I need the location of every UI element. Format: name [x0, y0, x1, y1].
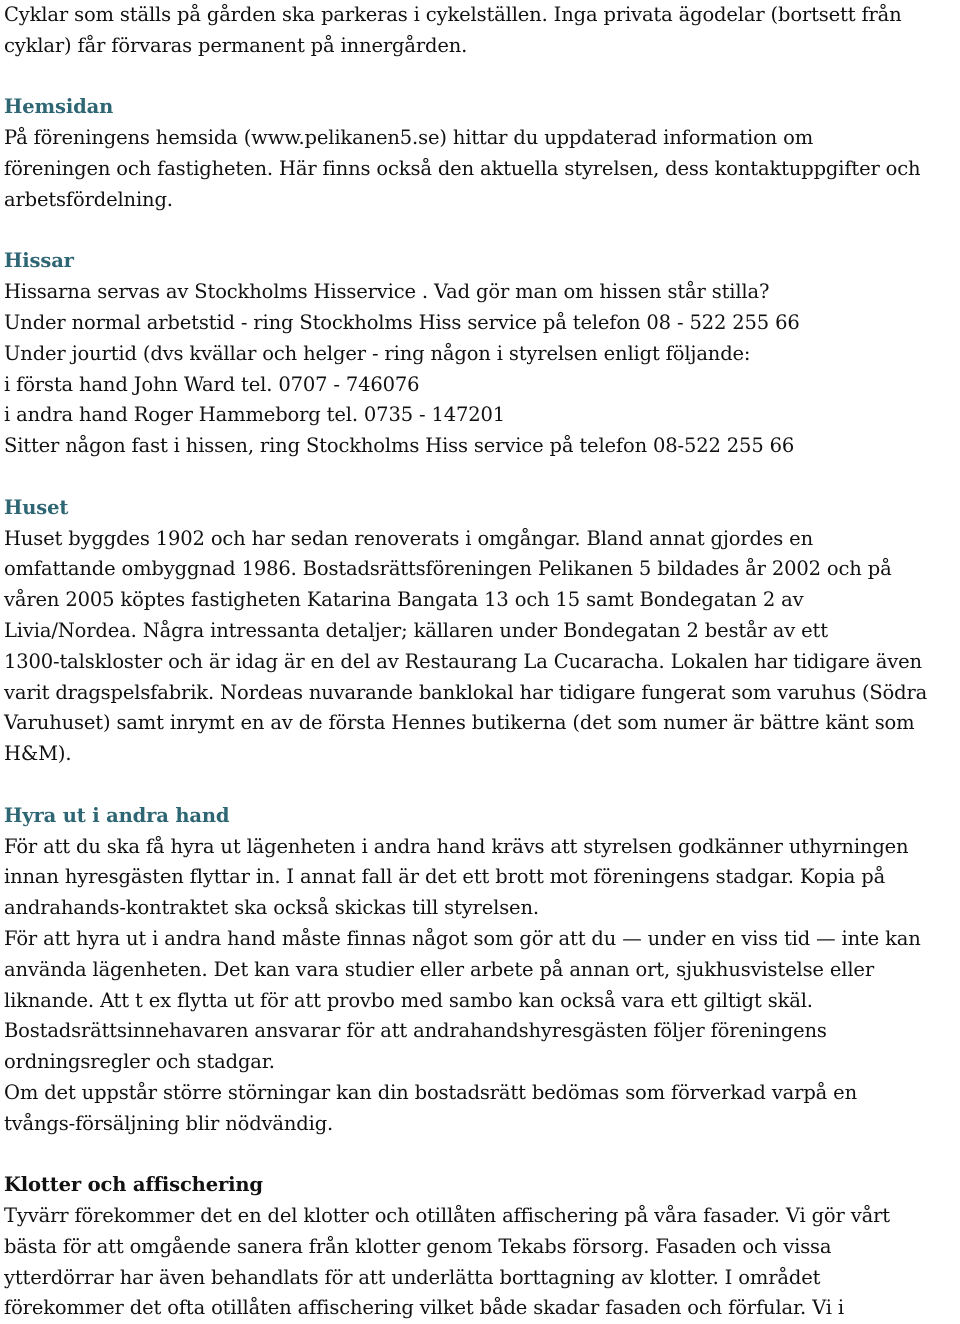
text-line: liknande. Att t ex flytta ut för att provbo med sambo kan också vara ett giltigt skäl.: [4, 988, 813, 1012]
text-line: ordningsregler och stadgar.: [4, 1050, 275, 1074]
section-heading: Huset: [4, 495, 69, 519]
spacer: [4, 216, 956, 247]
text-line: Sitter någon fast i hissen, ring Stockholms Hiss service på telefon 08-522 255 66: [4, 434, 795, 458]
text-line: ytterdörrar har även behandlats för att underlätta borttagning av klotter. I området: [4, 1265, 821, 1289]
intro-paragraph: [4, 0, 956, 62]
text-line: tvångs-försäljning blir nödvändig.: [4, 1111, 334, 1135]
text-line: förekommer det ofta otillåten affischering vilket både skadar fasaden och förfular. Vi i: [4, 1296, 844, 1320]
text-line: arbetsfördelning.: [4, 187, 173, 211]
section-hyra-ut-i-andra-hand: [4, 801, 956, 1140]
text-line: Livia/Nordea. Några intressanta detaljer; källaren under Bondegatan 2 består av ett: [4, 618, 828, 642]
text-line: cyklar) får förvaras permanent på innergården.: [4, 33, 468, 57]
text-line: Huset byggdes 1902 och har sedan renoverats i omgångar. Bland annat gjordes en: [4, 526, 813, 550]
text-line: Hissarna servas av Stockholms Hisservice . Vad gör man om hissen står stilla?: [4, 280, 770, 304]
text-line: använda lägenheten. Det kan vara studier eller arbete på annan ort, sjukhusvistelse eller: [4, 957, 874, 981]
text-line: varit dragspelsfabrik. Nordeas nuvarande banklokal har tidigare fungerat som varuhus (Södra: [4, 680, 928, 704]
text-line: Under jourtid (dvs kvällar och helger - ring någon i styrelsen enligt följande:: [4, 341, 751, 365]
spacer: [4, 1139, 956, 1170]
section-heading: Hyra ut i andra hand: [4, 803, 230, 827]
section-hemsidan: [4, 92, 956, 215]
text-line: Varuhuset) samt inrymt en av de första Hennes butikerna (det som numer är bättre känt som: [4, 711, 915, 735]
section-klotter-och-affischering: [4, 1170, 956, 1324]
text-line: Under normal arbetstid - ring Stockholms Hiss service på telefon 08 - 522 255 66: [4, 310, 800, 334]
text-line: För att du ska få hyra ut lägenheten i andra hand krävs att styrelsen godkänner uthyrningen: [4, 834, 909, 858]
section-hissar: [4, 246, 956, 462]
text-line: Om det uppstår större störningar kan din bostadsrätt bedömas som förverkad varpå en: [4, 1080, 857, 1104]
text-line: På föreningens hemsida (www.pelikanen5.se) hittar du uppdaterad information om: [4, 126, 814, 150]
document-page: [4, 0, 956, 1324]
text-line: andrahands-kontraktet ska också skickas till styrelsen.: [4, 896, 539, 920]
spacer: [4, 462, 956, 493]
text-line: 1300-talskloster och är idag är en del av Restaurang La Cucaracha. Lokalen har tidigare även: [4, 649, 922, 673]
spacer: [4, 770, 956, 801]
text-line: H&M).: [4, 742, 72, 766]
section-heading: Hemsidan: [4, 95, 114, 119]
text-line: innan hyresgästen flyttar in. I annat fall är det ett brott mot föreningens stadgar. Kopia på: [4, 865, 886, 889]
text-line: våren 2005 köptes fastigheten Katarina Bangata 13 och 15 samt Bondegatan 2 av: [4, 588, 804, 612]
text-line: Bostadsrättsinnehavaren ansvarar för att andrahandshyresgästen följer föreningens: [4, 1019, 827, 1043]
section-heading: Klotter och affischering: [4, 1173, 263, 1197]
section-huset: [4, 493, 956, 770]
text-line: i andra hand Roger Hammeborg tel. 0735 - 147201: [4, 403, 506, 427]
section-heading: Hissar: [4, 249, 74, 273]
text-line: föreningen och fastigheten. Här finns också den aktuella styrelsen, dess kontaktuppgifter och: [4, 156, 921, 180]
text-line: Tyvärr förekommer det en del klotter och otillåten affischering på våra fasader. Vi gör vårt: [4, 1204, 890, 1228]
text-line: För att hyra ut i andra hand måste finnas något som gör att du — under en viss tid — inte kan: [4, 926, 921, 950]
text-line: bästa för att omgående sanera från klotter genom Tekabs försorg. Fasaden och vissa: [4, 1234, 832, 1258]
text-line: i första hand John Ward tel. 0707 - 746076: [4, 372, 420, 396]
spacer: [4, 62, 956, 93]
text-line: omfattande ombyggnad 1986. Bostadsrättsföreningen Pelikanen 5 bildades år 2002 och på: [4, 557, 892, 581]
text-line: Cyklar som ställs på gården ska parkeras i cykelställen. Inga privata ägodelar (bortsett från: [4, 3, 902, 26]
